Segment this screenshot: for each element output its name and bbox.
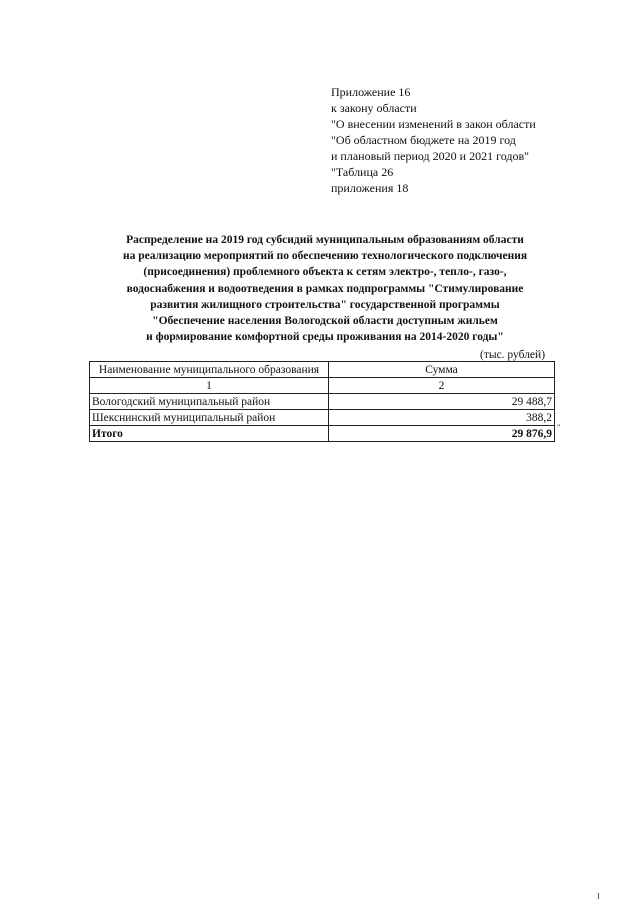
total-label: Итого	[90, 426, 329, 442]
title-line: Распределение на 2019 год субсидий муниципальным образованиям области	[126, 234, 524, 246]
title-line: развития жилищного строительства" государственной программы	[150, 298, 500, 311]
appendix-line: "Таблица 26	[331, 165, 394, 179]
table-row	[90, 394, 555, 410]
appendix-line: и плановый период 2020 и 2021 годов"	[331, 149, 530, 163]
title-line: и формирование комфортной среды проживания на 2014-2020 годы"	[146, 331, 504, 344]
table-column-number-row	[90, 378, 555, 394]
document-title	[90, 232, 560, 345]
total-value: 29 876,9	[329, 426, 555, 442]
municipality-name: Шекснинский муниципальный район	[90, 410, 329, 426]
margin-mark	[598, 893, 599, 899]
appendix-header	[331, 84, 591, 196]
header-municipality: Наименование муниципального образования	[90, 362, 329, 378]
table-header-row	[90, 362, 555, 378]
table-row	[90, 410, 555, 426]
amount-value: 29 488,7	[329, 394, 555, 410]
closing-quote-mark: "	[557, 423, 561, 432]
municipality-name: Вологодский муниципальный район	[90, 394, 329, 410]
column-number: 2	[329, 378, 555, 394]
appendix-line: Приложение 16	[331, 85, 411, 99]
appendix-line: "О внесении изменений в закон области	[331, 117, 536, 131]
subsidy-table	[89, 361, 555, 442]
header-amount: Сумма	[329, 362, 555, 378]
title-line: водоснабжения и водоотведения в рамках подпрограммы "Стимулирование	[126, 282, 524, 295]
title-line: (присоединения) проблемного объекта к сетям электро-, тепло-, газо-,	[143, 266, 507, 279]
title-line: на реализацию мероприятий по обеспечению технологического подключения	[122, 250, 528, 263]
table-total-row	[90, 426, 555, 442]
column-number: 1	[90, 378, 329, 394]
title-line: "Обеспечение населения Вологодской области доступным жильем	[152, 315, 498, 328]
appendix-line: к закону области	[331, 101, 417, 115]
appendix-line: "Об областном бюджете на 2019 год	[331, 133, 516, 147]
amount-value: 388,2	[329, 410, 555, 426]
units-label: (тыс. рублей)	[480, 349, 546, 361]
appendix-line: приложения 18	[331, 181, 409, 195]
